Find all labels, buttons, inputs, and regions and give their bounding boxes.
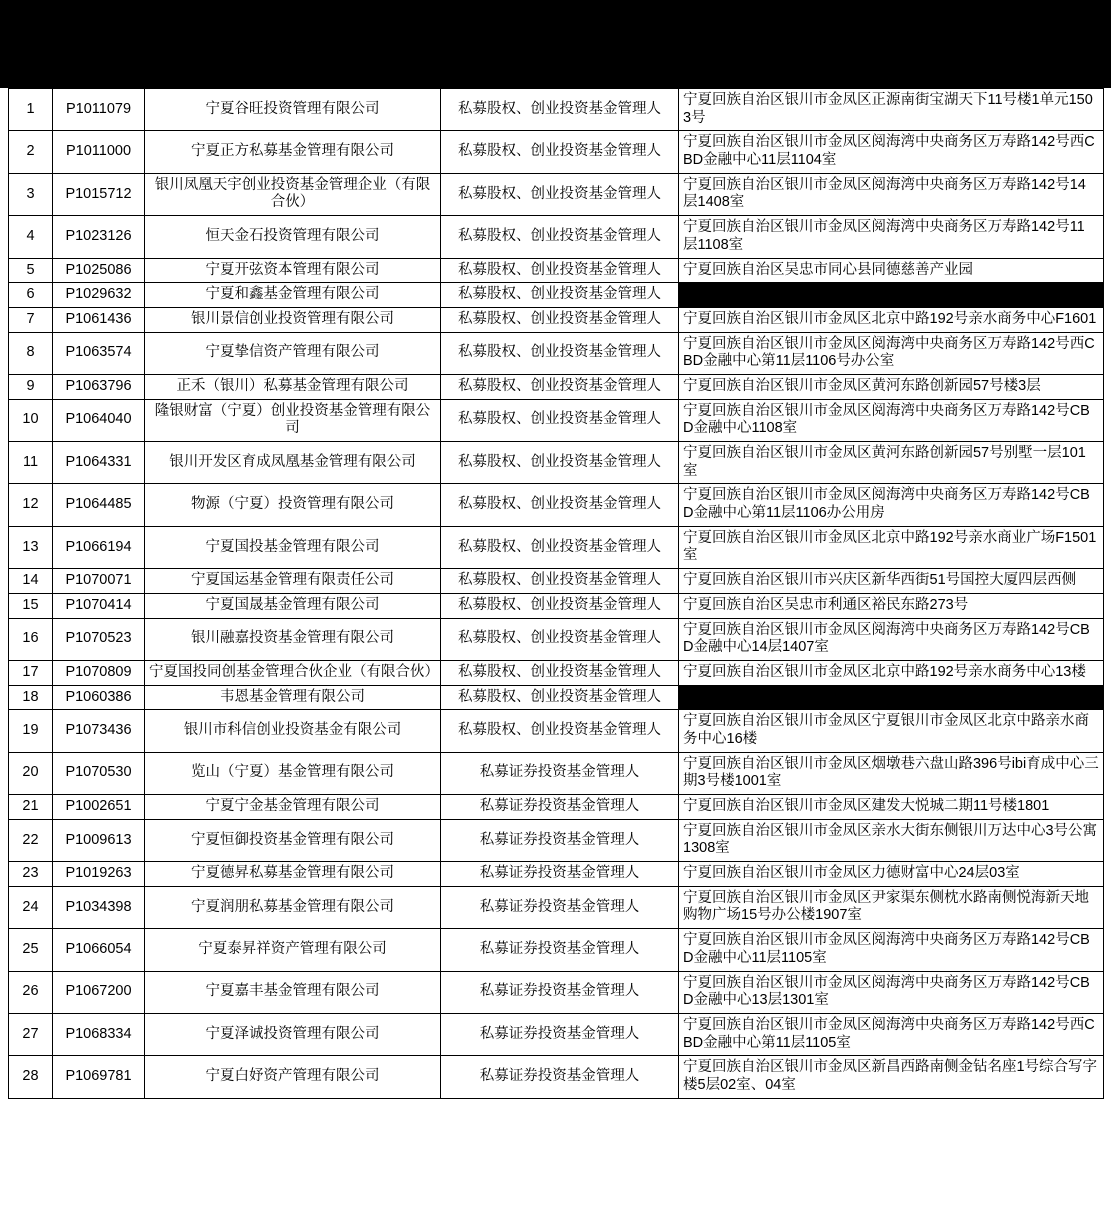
cell-registration-code: P1011079 — [53, 89, 145, 131]
cell-institution-name: 银川景信创业投资管理有限公司 — [145, 307, 441, 332]
cell-institution-type: 私募证券投资基金管理人 — [441, 862, 679, 887]
cell-registration-code: P1063574 — [53, 332, 145, 374]
table-row — [9, 399, 1104, 441]
cell-office-address: 宁夏回族自治区银川市金凤区阅海湾中央商务区万寿路142号CBD金融中心11层1105室 — [679, 929, 1104, 971]
cell-institution-type: 私募股权、创业投资基金管理人 — [441, 399, 679, 441]
cell-registration-code: P1064040 — [53, 399, 145, 441]
table-row — [9, 929, 1104, 971]
cell-institution-name: 恒天金石投资管理有限公司 — [145, 216, 441, 258]
cell-index: 25 — [9, 929, 53, 971]
cell-institution-name: 宁夏国晟基金管理有限公司 — [145, 593, 441, 618]
cell-index: 24 — [9, 886, 53, 928]
cell-registration-code: P1070809 — [53, 660, 145, 685]
cell-registration-code: P1066194 — [53, 526, 145, 568]
cell-index: 3 — [9, 173, 53, 215]
table-row — [9, 1056, 1104, 1098]
cell-registration-code: P1073436 — [53, 710, 145, 752]
cell-institution-name: 宁夏泽诚投资管理有限公司 — [145, 1013, 441, 1055]
cell-index: 2 — [9, 131, 53, 173]
cell-institution-type: 私募股权、创业投资基金管理人 — [441, 685, 679, 710]
cell-office-address: 宁夏回族自治区银川市金凤区尹家渠东侧枕水路南侧悦海新天地购物广场15号办公楼1907室 — [679, 886, 1104, 928]
cell-institution-type: 私募证券投资基金管理人 — [441, 752, 679, 794]
cell-institution-type: 私募股权、创业投资基金管理人 — [441, 89, 679, 131]
cell-institution-type: 私募股权、创业投资基金管理人 — [441, 526, 679, 568]
cell-office-address: 宁夏回族自治区银川市金凤区阅海湾中央商务区万寿路142号11层1108室 — [679, 216, 1104, 258]
table-row — [9, 258, 1104, 283]
cell-office-address: 宁夏回族自治区银川市金凤区北京中路192号亲水商务中心F1601 — [679, 307, 1104, 332]
cell-index: 14 — [9, 569, 53, 594]
table-row — [9, 569, 1104, 594]
cell-registration-code: P1023126 — [53, 216, 145, 258]
cell-office-address: 宁夏回族自治区银川市金凤区北京中路192号亲水商业广场F1501室 — [679, 526, 1104, 568]
cell-institution-name: 宁夏嘉丰基金管理有限公司 — [145, 971, 441, 1013]
registration-table — [8, 88, 1104, 1099]
cell-institution-type: 私募证券投资基金管理人 — [441, 819, 679, 861]
cell-institution-name: 宁夏国运基金管理有限责任公司 — [145, 569, 441, 594]
cell-institution-type: 私募股权、创业投资基金管理人 — [441, 710, 679, 752]
cell-institution-name: 银川融嘉投资基金管理有限公司 — [145, 618, 441, 660]
cell-index: 28 — [9, 1056, 53, 1098]
cell-index: 11 — [9, 442, 53, 484]
cell-office-address: 宁夏回族自治区银川市金凤区阅海湾中央商务区万寿路142号西CBD金融中心第11层1105室 — [679, 1013, 1104, 1055]
table-row — [9, 216, 1104, 258]
table-row — [9, 618, 1104, 660]
table-row — [9, 526, 1104, 568]
cell-index: 6 — [9, 283, 53, 308]
cell-registration-code: P1061436 — [53, 307, 145, 332]
cell-registration-code: P1060386 — [53, 685, 145, 710]
cell-office-address: 宁夏回族自治区银川市金凤区黄河东路创新园57号楼3层 — [679, 374, 1104, 399]
cell-index: 10 — [9, 399, 53, 441]
cell-index: 17 — [9, 660, 53, 685]
cell-institution-name: 银川开发区育成凤凰基金管理有限公司 — [145, 442, 441, 484]
table-body — [9, 89, 1104, 1099]
cell-registration-code: P1025086 — [53, 258, 145, 283]
cell-index: 5 — [9, 258, 53, 283]
cell-index: 7 — [9, 307, 53, 332]
cell-index: 27 — [9, 1013, 53, 1055]
cell-institution-name: 正禾（银川）私募基金管理有限公司 — [145, 374, 441, 399]
cell-index: 15 — [9, 593, 53, 618]
cell-registration-code: P1009613 — [53, 819, 145, 861]
cell-registration-code: P1019263 — [53, 862, 145, 887]
cell-index: 19 — [9, 710, 53, 752]
cell-registration-code: P1029632 — [53, 283, 145, 308]
cell-institution-name: 宁夏泰昇祥资产管理有限公司 — [145, 929, 441, 971]
cell-registration-code: P1070523 — [53, 618, 145, 660]
cell-institution-type: 私募证券投资基金管理人 — [441, 929, 679, 971]
cell-office-address: 宁夏回族自治区银川市金凤区新昌西路南侧金钻名座1号综合写字楼5层02室、04室 — [679, 1056, 1104, 1098]
redacted-header-banner — [0, 0, 1111, 88]
cell-index: 23 — [9, 862, 53, 887]
cell-registration-code: P1067200 — [53, 971, 145, 1013]
table-row — [9, 484, 1104, 526]
cell-office-address: 宁夏回族自治区银川市金凤区阅海湾中央商务区万寿路142号西CBD金融中心11层1104室 — [679, 131, 1104, 173]
cell-office-address: 宁夏回族自治区银川市金凤区阅海湾中央商务区万寿路142号CBD金融中心13层1301室 — [679, 971, 1104, 1013]
cell-index: 8 — [9, 332, 53, 374]
cell-registration-code: P1070071 — [53, 569, 145, 594]
cell-institution-name: 银川凤凰天宇创业投资基金管理企业（有限合伙） — [145, 173, 441, 215]
cell-registration-code: P1070530 — [53, 752, 145, 794]
cell-institution-type: 私募股权、创业投资基金管理人 — [441, 374, 679, 399]
cell-office-address: 宁夏回族自治区银川市金凤区阅海湾中央商务区万寿路142号西CBD金融中心第11层1106号办公室 — [679, 332, 1104, 374]
cell-institution-name: 宁夏国投同创基金管理合伙企业（有限合伙） — [145, 660, 441, 685]
table-row — [9, 442, 1104, 484]
cell-institution-type: 私募证券投资基金管理人 — [441, 795, 679, 820]
cell-office-address-redacted — [679, 685, 1104, 710]
table-row — [9, 593, 1104, 618]
cell-institution-type: 私募股权、创业投资基金管理人 — [441, 484, 679, 526]
cell-office-address: 宁夏回族自治区银川市金凤区宁夏银川市金凤区北京中路亲水商务中心16楼 — [679, 710, 1104, 752]
cell-institution-type: 私募证券投资基金管理人 — [441, 971, 679, 1013]
cell-office-address: 宁夏回族自治区吴忠市同心县同德慈善产业园 — [679, 258, 1104, 283]
cell-institution-name: 宁夏润朋私募基金管理有限公司 — [145, 886, 441, 928]
cell-institution-type: 私募股权、创业投资基金管理人 — [441, 131, 679, 173]
table-row — [9, 131, 1104, 173]
cell-registration-code: P1069781 — [53, 1056, 145, 1098]
cell-institution-type: 私募股权、创业投资基金管理人 — [441, 660, 679, 685]
cell-office-address: 宁夏回族自治区银川市金凤区阅海湾中央商务区万寿路142号14层1408室 — [679, 173, 1104, 215]
table-row — [9, 862, 1104, 887]
cell-registration-code: P1034398 — [53, 886, 145, 928]
cell-index: 22 — [9, 819, 53, 861]
cell-office-address: 宁夏回族自治区银川市金凤区建发大悦城二期11号楼1801 — [679, 795, 1104, 820]
table-row — [9, 89, 1104, 131]
table-row — [9, 971, 1104, 1013]
cell-institution-name: 宁夏开弦资本管理有限公司 — [145, 258, 441, 283]
cell-office-address: 宁夏回族自治区银川市金凤区阅海湾中央商务区万寿路142号CBD金融中心1108室 — [679, 399, 1104, 441]
cell-registration-code: P1064485 — [53, 484, 145, 526]
cell-office-address: 宁夏回族自治区银川市金凤区阅海湾中央商务区万寿路142号CBD金融中心14层1407室 — [679, 618, 1104, 660]
cell-registration-code: P1068334 — [53, 1013, 145, 1055]
table-row — [9, 283, 1104, 308]
cell-institution-type: 私募证券投资基金管理人 — [441, 1056, 679, 1098]
cell-index: 18 — [9, 685, 53, 710]
cell-office-address: 宁夏回族自治区银川市金凤区阅海湾中央商务区万寿路142号CBD金融中心第11层1106办公用房 — [679, 484, 1104, 526]
cell-institution-type: 私募股权、创业投资基金管理人 — [441, 258, 679, 283]
table-row — [9, 685, 1104, 710]
cell-index: 20 — [9, 752, 53, 794]
cell-office-address: 宁夏回族自治区银川市金凤区烟墩巷六盘山路396号ibi育成中心三期3号楼1001室 — [679, 752, 1104, 794]
cell-institution-type: 私募股权、创业投资基金管理人 — [441, 332, 679, 374]
cell-institution-name: 宁夏国投基金管理有限公司 — [145, 526, 441, 568]
cell-index: 9 — [9, 374, 53, 399]
cell-institution-name: 宁夏白妤资产管理有限公司 — [145, 1056, 441, 1098]
cell-office-address-redacted — [679, 283, 1104, 308]
table-row — [9, 795, 1104, 820]
cell-institution-name: 宁夏正方私募基金管理有限公司 — [145, 131, 441, 173]
cell-registration-code: P1066054 — [53, 929, 145, 971]
cell-office-address: 宁夏回族自治区银川市金凤区北京中路192号亲水商务中心13楼 — [679, 660, 1104, 685]
cell-index: 4 — [9, 216, 53, 258]
cell-office-address: 宁夏回族自治区银川市兴庆区新华西街51号国控大厦四层西侧 — [679, 569, 1104, 594]
table-row — [9, 374, 1104, 399]
cell-institution-name: 宁夏谷旺投资管理有限公司 — [145, 89, 441, 131]
table-row — [9, 307, 1104, 332]
cell-institution-type: 私募股权、创业投资基金管理人 — [441, 173, 679, 215]
cell-index: 13 — [9, 526, 53, 568]
cell-institution-name: 隆银财富（宁夏）创业投资基金管理有限公司 — [145, 399, 441, 441]
table-row — [9, 819, 1104, 861]
table-row — [9, 710, 1104, 752]
cell-registration-code: P1064331 — [53, 442, 145, 484]
cell-institution-type: 私募股权、创业投资基金管理人 — [441, 216, 679, 258]
cell-institution-name: 宁夏和鑫基金管理有限公司 — [145, 283, 441, 308]
table-row — [9, 332, 1104, 374]
cell-index: 26 — [9, 971, 53, 1013]
cell-institution-type: 私募证券投资基金管理人 — [441, 1013, 679, 1055]
cell-institution-type: 私募股权、创业投资基金管理人 — [441, 442, 679, 484]
cell-institution-name: 宁夏德昇私募基金管理有限公司 — [145, 862, 441, 887]
cell-registration-code: P1011000 — [53, 131, 145, 173]
cell-index: 12 — [9, 484, 53, 526]
cell-institution-type: 私募股权、创业投资基金管理人 — [441, 618, 679, 660]
table-row — [9, 752, 1104, 794]
cell-institution-name: 宁夏恒御投资基金管理有限公司 — [145, 819, 441, 861]
cell-registration-code: P1070414 — [53, 593, 145, 618]
cell-institution-type: 私募股权、创业投资基金管理人 — [441, 593, 679, 618]
cell-institution-name: 览山（宁夏）基金管理有限公司 — [145, 752, 441, 794]
table-row — [9, 886, 1104, 928]
table-row — [9, 660, 1104, 685]
cell-index: 1 — [9, 89, 53, 131]
cell-office-address: 宁夏回族自治区吴忠市利通区裕民东路273号 — [679, 593, 1104, 618]
table-row — [9, 173, 1104, 215]
cell-institution-type: 私募股权、创业投资基金管理人 — [441, 283, 679, 308]
cell-institution-name: 韦恩基金管理有限公司 — [145, 685, 441, 710]
cell-institution-name: 银川市科信创业投资基金有限公司 — [145, 710, 441, 752]
cell-office-address: 宁夏回族自治区银川市金凤区正源南街宝湖天下11号楼1单元1503号 — [679, 89, 1104, 131]
cell-index: 16 — [9, 618, 53, 660]
cell-institution-name: 宁夏宁金基金管理有限公司 — [145, 795, 441, 820]
cell-index: 21 — [9, 795, 53, 820]
cell-registration-code: P1015712 — [53, 173, 145, 215]
table-row — [9, 1013, 1104, 1055]
cell-office-address: 宁夏回族自治区银川市金凤区亲水大街东侧银川万达中心3号公寓1308室 — [679, 819, 1104, 861]
cell-office-address: 宁夏回族自治区银川市金凤区黄河东路创新园57号别墅一层101室 — [679, 442, 1104, 484]
cell-registration-code: P1063796 — [53, 374, 145, 399]
cell-institution-type: 私募股权、创业投资基金管理人 — [441, 569, 679, 594]
cell-institution-name: 物源（宁夏）投资管理有限公司 — [145, 484, 441, 526]
cell-registration-code: P1002651 — [53, 795, 145, 820]
cell-institution-type: 私募证券投资基金管理人 — [441, 886, 679, 928]
cell-institution-type: 私募股权、创业投资基金管理人 — [441, 307, 679, 332]
cell-institution-name: 宁夏挚信资产管理有限公司 — [145, 332, 441, 374]
cell-office-address: 宁夏回族自治区银川市金凤区力德财富中心24层03室 — [679, 862, 1104, 887]
